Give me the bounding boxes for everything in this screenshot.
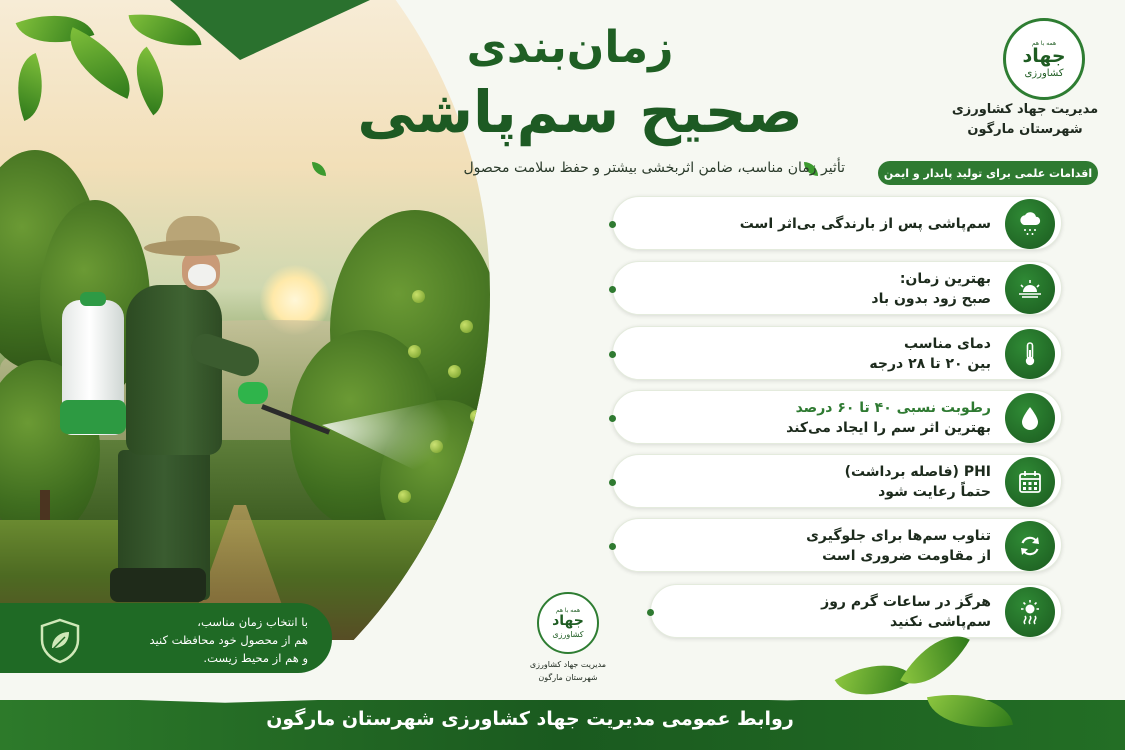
jahad-keshavarzi-logo: همه با هم جهاد کشاورزی (1003, 18, 1085, 100)
title-line-1: زمان‌بندی (466, 22, 674, 73)
section-badge: اقدامات علمی برای تولید پایدار و ایمن (878, 161, 1098, 185)
bullet-dot (609, 415, 616, 422)
bullet-dot (609, 351, 616, 358)
footer-text: روابط عمومی مدیریت جهاد کشاورزی شهرستان مارگون (266, 708, 794, 730)
tip-line-1: دمای مناسب (903, 335, 991, 352)
protection-note-text (96, 614, 308, 667)
tip-card (612, 518, 1062, 572)
tip-line-2: بین ۲۰ تا ۲۸ درجه (869, 356, 991, 372)
tip-line-2: حتماً رعایت شود (878, 484, 991, 500)
note-line-3: و هم از محیط زیست. (203, 650, 308, 665)
bullet-dot (609, 543, 616, 550)
rotate-arrows-icon (1005, 521, 1055, 571)
bullet-dot (647, 609, 654, 616)
fruit (460, 320, 473, 333)
tip-card (612, 454, 1062, 508)
farmer-torso (126, 285, 222, 455)
bullet-dot (609, 479, 616, 486)
note-line-1: با انتخاب زمان مناسب، (197, 615, 308, 629)
hot-sun-icon (1005, 587, 1055, 637)
bullet-dot (609, 286, 616, 293)
tip-card (650, 584, 1062, 638)
tip-card (612, 261, 1062, 315)
tip-card (612, 326, 1062, 380)
farmer-boots (110, 568, 206, 602)
tip-line-1: رطوبت نسبی ۴۰ تا ۶۰ درصد (795, 399, 991, 416)
calendar-icon (1005, 457, 1055, 507)
fruit (448, 365, 461, 378)
tip-line-2: سم‌پاشی نکنید (890, 614, 991, 630)
fruit (408, 345, 421, 358)
tip-card (612, 390, 1062, 444)
shield-leaf-icon (38, 618, 82, 664)
tip-line-1: سم‌پاشی پس از بارندگی بی‌اثر است (739, 215, 991, 232)
thermometer-icon (1005, 329, 1055, 379)
fruit (398, 490, 411, 503)
tip-card (612, 196, 1062, 250)
fruit (470, 410, 483, 423)
farmer-hat-brim (144, 240, 240, 256)
fruit (440, 512, 453, 525)
farmer-mask (188, 264, 216, 286)
bullet-dot (609, 221, 616, 228)
fruit (412, 290, 425, 303)
org-name-line-1: مدیریت جهاد کشاورزی (951, 102, 1099, 117)
tip-line-2: صبح زود بدون باد (871, 291, 991, 307)
jahad-keshavarzi-logo-small: همه با هم جهاد کشاورزی (537, 592, 599, 654)
subtitle: تأثیر زمان مناسب، ضامن اثربخشی بیشتر و حفظ سلامت محصول (463, 160, 845, 176)
farmer-glove (238, 382, 268, 404)
org-name-small-line-2: شهرستان مارگون (538, 673, 598, 682)
tip-line-1: PHI (فاصله برداشت) (844, 463, 991, 480)
tip-line-2: بهترین اثر سم را ایجاد می‌کند (786, 420, 991, 436)
sprayer-base (60, 400, 126, 434)
note-line-2: هم از محصول خود محافظت کنید (149, 632, 308, 647)
water-drop-icon (1005, 393, 1055, 443)
title-line-2: صحیح سم‌پاشی (357, 78, 803, 146)
sunrise-icon (1005, 264, 1055, 314)
sprayer-cap (80, 292, 106, 306)
tip-line-1: بهترین زمان: (899, 270, 991, 287)
tip-line-2: از مقاومت ضروری است (822, 548, 991, 564)
tip-line-1: تناوب سم‌ها برای جلوگیری (806, 527, 991, 544)
org-name-line-2: شهرستان مارگون (967, 122, 1083, 137)
org-name-small-line-1: مدیریت جهاد کشاورزی (529, 660, 607, 669)
tip-line-1: هرگز در ساعات گرم روز (821, 593, 991, 610)
rain-cloud-icon (1005, 199, 1055, 249)
